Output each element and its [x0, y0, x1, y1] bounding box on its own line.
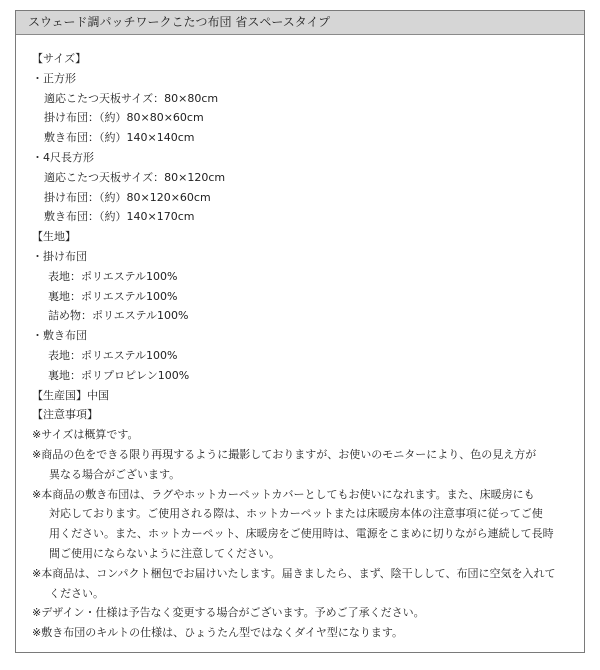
- note-3-line-4: 間ご使用にならないように注意してください。: [49, 546, 280, 560]
- material-kake-filling: 詰め物：ポリエステル100%: [48, 309, 189, 323]
- spec-content: [32, 49, 572, 643]
- size-rect-kakebuton: 掛け布団：（約）80×120×60cm: [44, 190, 211, 204]
- size-rect-label: ・4尺長方形: [32, 150, 94, 164]
- spec-panel: [15, 10, 585, 653]
- note-4-line-1: ※本商品は、コンパクト梱包でお届けいたします。届きましたら、まず、陰干しして、布団に空気を入れて: [32, 566, 556, 580]
- note-3-line-3: 用ください。また、ホットカーペット、床暖房をご使用時は、電源をこまめに切りながら連続して長時: [49, 527, 554, 541]
- size-heading: 【サイズ】: [32, 52, 87, 65]
- notes-heading: 【注意事項】: [32, 408, 98, 422]
- size-rect-table-top: 適応こたつ天板サイズ：80×120cm: [44, 170, 226, 184]
- size-square-kakebuton: 掛け布団：（約）80×80×60cm: [44, 111, 204, 125]
- size-square-shikibuton: 敷き布団：（約）140×140cm: [44, 131, 195, 145]
- size-rect-shikibuton: 敷き布団：（約）140×170cm: [44, 210, 195, 224]
- size-square-table-top: 適応こたつ天板サイズ：80×80cm: [44, 91, 219, 105]
- origin: 【生産国】中国: [32, 388, 109, 402]
- material-kake-omote: 表地：ポリエステル100%: [48, 269, 178, 283]
- size-square-label: ・正方形: [32, 71, 76, 85]
- note-2-line-2: 異なる場合がございます。: [49, 467, 181, 481]
- note-2-line-1: ※商品の色をできる限り再現するように撮影しておりますが、お使いのモニターにより、色の見え方が: [32, 447, 537, 461]
- material-shiki-ura: 裏地：ポリプロピレン100%: [48, 368, 190, 382]
- panel-title: スウェード調パッチワークこたつ布団 省スペースタイプ: [16, 11, 584, 35]
- note-6: ※敷き布団のキルトの仕様は、ひょうたん型ではなくダイヤ型になります。: [32, 626, 404, 640]
- material-heading: 【生地】: [32, 230, 76, 244]
- note-1: ※サイズは概算です。: [32, 428, 139, 442]
- note-4-line-2: ください。: [49, 586, 104, 600]
- material-shiki-omote: 表地：ポリエステル100%: [48, 348, 178, 362]
- note-3-line-1: ※本商品の敷き布団は、ラグやホットカーペットカバーとしてもお使いになれます。また、床暖房にも: [32, 487, 535, 501]
- material-kake-label: ・掛け布団: [32, 249, 87, 263]
- material-shiki-label: ・敷き布団: [32, 329, 87, 343]
- note-3-line-2: 対応しております。ご使用される際は、ホットカーペットまたは床暖房本体の注意事項に従ってご使: [49, 507, 543, 521]
- note-5: ※デザイン・仕様は予告なく変更する場合がございます。予めご了承ください。: [32, 606, 425, 620]
- material-kake-ura: 裏地：ポリエステル100%: [48, 289, 178, 303]
